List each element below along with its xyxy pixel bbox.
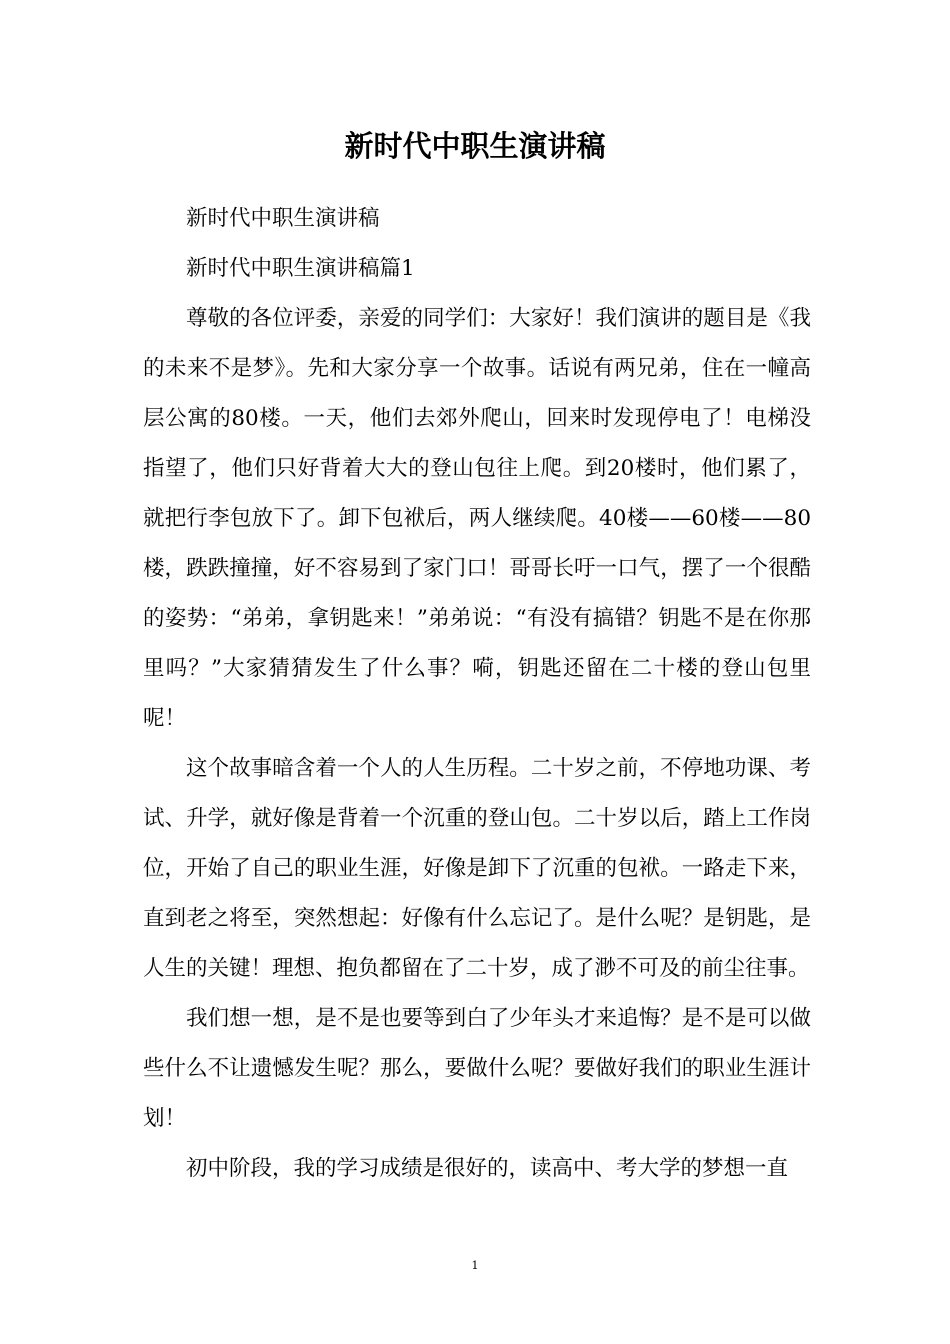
paragraph: 初中阶段，我的学习成绩是很好的，读高中、考大学的梦想一直 xyxy=(186,1156,789,1181)
paragraph: 新时代中职生演讲稿 xyxy=(186,206,380,231)
paragraph: 这个故事暗含着一个人的人生历程。二十岁之前，不停地功课、考试、升学，就好像是背着一个沉重的登山包。二十岁以后，踏上工作岗位，开始了自己的职业生涯，好像是卸下了沉重的包袱。一路走下来，直到老之将至，突然想起：好像有什么忘记了。是什么呢？是钥匙，是人生的关键！理想、抱负都留在了二十岁，成了渺不可及的前尘往事。 xyxy=(143,756,811,981)
page-number: 1 xyxy=(471,1259,479,1272)
paragraph: 我们想一想，是不是也要等到白了少年头才来追悔？是不是可以做些什么不让遗憾发生呢？那么，要做什么呢？要做好我们的职业生涯计划！ xyxy=(143,1006,811,1131)
document-body xyxy=(143,194,811,1194)
paragraph: 新时代中职生演讲稿篇1 xyxy=(186,256,415,281)
paragraph: 尊敬的各位评委，亲爱的同学们：大家好！我们演讲的题目是《我的未来不是梦》。先和大家分享一个故事。话说有两兄弟，住在一幢高层公寓的80楼。一天，他们去郊外爬山，回来时发现停电了！电梯没指望了，他们只好背着大大的登山包往上爬。到20楼时，他们累了，就把行李包放下了。卸下包袱后，两人继续爬。40楼——60楼——80楼，跌跌撞撞，好不容易到了家门口！哥哥长吁一口气，摆了一个很酷的姿势：“弟弟，拿钥匙来！”弟弟说：“有没有搞错？钥匙不是在你那里吗？”大家猜猜发生了什么事？嗬，钥匙还留在二十楼的登山包里呢！ xyxy=(143,306,811,731)
page-title: 新时代中职生演讲稿 xyxy=(344,129,606,163)
